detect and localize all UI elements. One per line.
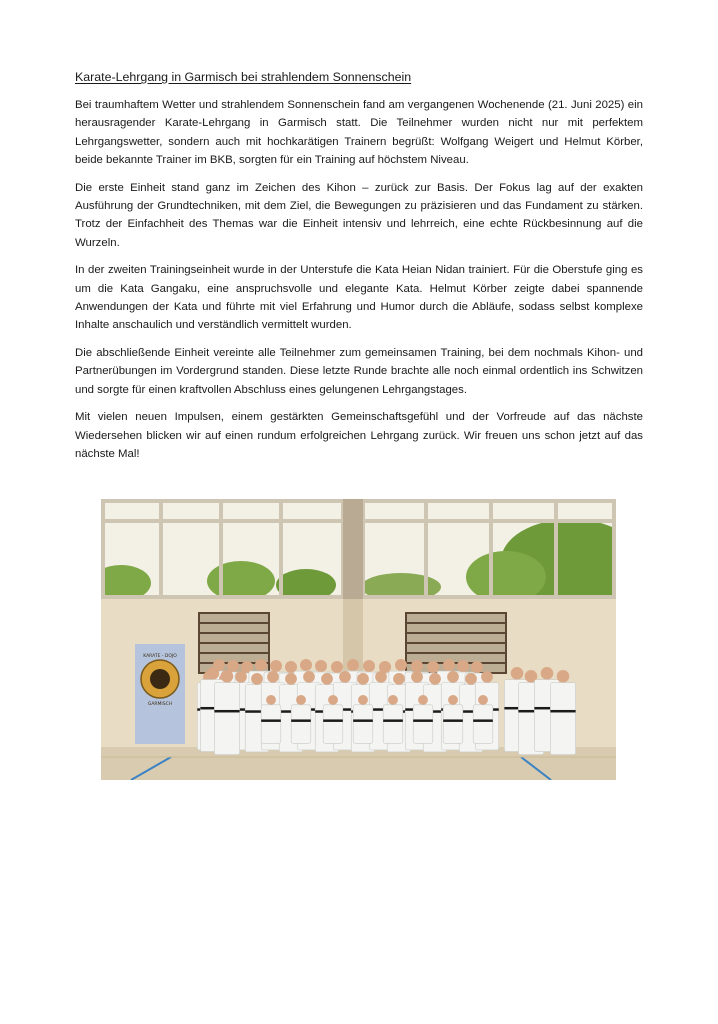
paragraph-2: Die erste Einheit stand ganz im Zeichen des Kihon – zurück zur Basis. Der Fokus lag auf der exakten Ausführung der Grundtechniken, mit dem Ziel, die Bewegungen zu präzisieren und das Fundament zu stärken. Trotz der Einfachheit des Themas war die Einheit intensiv und lehrreich, eine echte Rückbesinnung auf die Wurzeln. — [75, 181, 643, 249]
group-photo — [101, 499, 616, 780]
paragraph-1: Bei traumhaftem Wetter und strahlendem Sonnenschein fand am vergangenen Wochenende (21. Juni 2025) ein herausragender Karate-Lehrgang in Garmisch statt. Die Teilnehmer wurden nicht nur mit perfektem Lehrgangswetter, sondern auch mit hochkarätigen Trainern begrüßt: Wolfgang Weigert und Helmut Körber, beide bekannte Trainer im BKB, sorgten für ein Training auf höchstem Niveau. — [75, 99, 643, 167]
dojo-banner — [135, 644, 185, 744]
paragraph-5: Mit vielen neuen Impulsen, einem gestärkten Gemeinschaftsgefühl und der Vorfreude auf das nächste Wiedersehen blicken wir auf einen rundum erfolgreichen Lehrgang zurück. Wir freuen uns schon jetzt auf das nächste Mal! — [75, 411, 643, 460]
banner-text-top: KARATE - DOJO — [143, 654, 177, 659]
paragraph-4: Die abschließende Einheit vereinte alle Teilnehmer zum gemeinsamen Training, bei dem nochmals Kihon- und Partnerübungen im Vordergrund standen. Diese letzte Runde brachte alle noch einmal ordentlich ins Schwitzen und sorgte für einen kraftvollen Abschluss eines gelungenen Lehrgangstages. — [75, 346, 643, 396]
karateka-figure — [550, 670, 575, 755]
banner-text-bottom: GARMISCH — [147, 702, 173, 707]
karateka-figure — [214, 670, 239, 755]
karate-group — [197, 659, 575, 755]
group-photo-illustration — [101, 499, 616, 780]
article — [75, 68, 643, 472]
article-title: Karate-Lehrgang in Garmisch bei strahlendem Sonnenschein — [75, 70, 412, 84]
paragraph-3: In der zweiten Trainingseinheit wurde in der Unterstufe die Kata Heian Nidan trainiert. Für die Oberstufe ging es um die Kata Gangaku, eine anspruchsvolle und elegante Kata. Helmut Körber zeigte dabei spannende Anwendungen der Kata und führte mit viel Erfahrung und Humor durch die Abläufe, sodass selbst komplexe Inhalte anschaulich und verständlich vermittelt wurden. — [75, 264, 643, 332]
